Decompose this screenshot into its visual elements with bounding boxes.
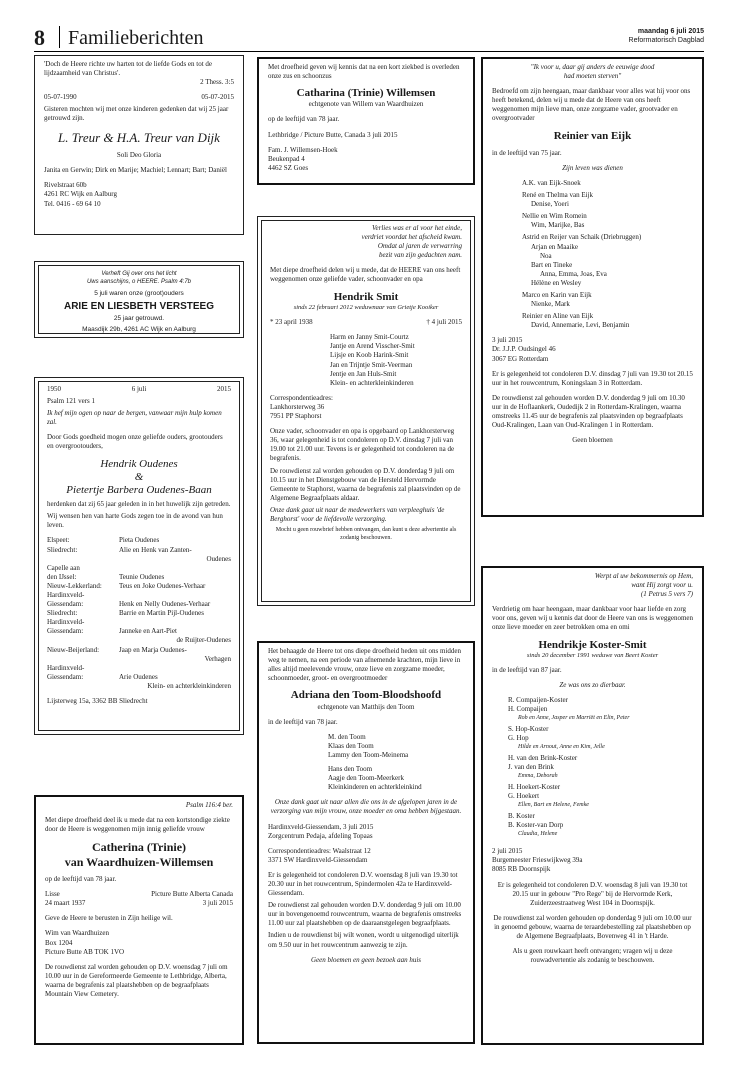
ad7-age: in de leeftijd van 78 jaar. bbox=[268, 717, 338, 726]
family-member: Bart en Tineke bbox=[531, 260, 573, 269]
ad8-addr2: 3067 EG Rotterdam bbox=[492, 354, 549, 363]
family-names bbox=[119, 664, 231, 673]
family-member: Denise, Yoeri bbox=[531, 200, 569, 209]
ad-smit-obituary bbox=[257, 216, 475, 606]
family-names: Barrie en Martin Pijl-Oudenes bbox=[119, 609, 204, 618]
family-place: Hardinxveld- bbox=[47, 590, 85, 599]
family-member: Jentje en Jan Huls-Smit bbox=[330, 369, 397, 378]
ad7-name: Adriana den Toom-Bloodshoofd bbox=[290, 689, 442, 702]
ad1-date-right: 05-07-2015 bbox=[201, 93, 234, 102]
poem-line: Omdat al jaren de verwarring bbox=[377, 242, 462, 251]
ad4-ref: Psalm 116:4 ber. bbox=[185, 801, 233, 809]
family-names: Klein- en achterkleinkinderen bbox=[147, 681, 231, 690]
family-member: Lijsje en Koob Harink-Smit bbox=[330, 351, 409, 360]
family-place bbox=[47, 655, 119, 664]
family-member: Reinier en Aline van Eijk bbox=[522, 312, 594, 321]
ad4-places bbox=[45, 890, 233, 899]
ad4-date-left: 24 maart 1937 bbox=[45, 899, 86, 908]
ad7-corr2: 3371 SW Hardinxveld-Giessendam bbox=[268, 855, 368, 864]
ad6-corr1: Lankhorsterweg 36 bbox=[270, 402, 325, 411]
family-names bbox=[119, 564, 231, 573]
ad9-family bbox=[492, 696, 693, 838]
ad4-text2: Geve de Heere te berusten in Zijn heilige wil. bbox=[45, 914, 173, 923]
ad8-age: in de leeftijd van 75 jaar. bbox=[492, 148, 562, 157]
ad9-text2: Er is gelegenheid tot condoleren D.V. woensdag 8 juli van 19.30 tot 20.15 uur in gebouw "Pro Rege" bij de Hervormde Kerk, Zuiderzeestraatweg West 104 in Doornspijk. bbox=[497, 880, 688, 907]
ad8-footer: Geen bloemen bbox=[572, 436, 613, 445]
issue-date: maandag 6 juli 2015 bbox=[637, 28, 704, 35]
family-names: Teunie Oudenes bbox=[119, 572, 165, 581]
ad7-text3: De rouwdienst zal gehouden worden D.V. donderdag 9 juli om 10.00 uur in bovengenoemd rouwcentrum, waarna de begrafenis omstreeks 11.00 uur zal plaatshebben op de daaraanstgelegen begraafplaats. bbox=[268, 901, 462, 928]
family-place: Sliedrecht: bbox=[47, 609, 78, 618]
ad2-line1: 5 juli waren onze (groot)ouders bbox=[94, 289, 184, 297]
family-member: Marco en Karin van Eijk bbox=[522, 290, 592, 299]
ad3-text3: Wij wensen hen van harte Gods zegen toe in de avond van hun leven. bbox=[47, 512, 223, 530]
ad3-year-left: 1950 bbox=[47, 385, 61, 393]
ad3-text1: Door Gods goedheid mogen onze geliefde ouders, grootouders en overgrootouders, bbox=[47, 433, 223, 451]
family-member: Ellen, Bart en Helene, Femke bbox=[518, 801, 589, 808]
ad2-names: ARIE EN LIESBETH VERSTEEG bbox=[63, 301, 215, 313]
family-names bbox=[119, 618, 231, 627]
ad8-name: Reinier van Eijk bbox=[553, 129, 632, 142]
ad3-amp: & bbox=[134, 470, 144, 483]
family-place: Giessendam: bbox=[47, 627, 84, 636]
poem-line: Verlies was er al voor het einde, bbox=[371, 224, 462, 232]
ad7-spouse: echtgenote van Matthijs den Toom bbox=[317, 702, 415, 711]
ad-waardhuizen-obituary bbox=[34, 795, 244, 1045]
ad6-born: * 23 april 1938 bbox=[270, 318, 313, 327]
ad5-name: Catharina (Trinie) Willemsen bbox=[296, 87, 436, 100]
ad6-text1: Met diepe droefheid delen wij u mede, dat de HEERE van ons heeft weggenomen onze geliefde vader, schoonvader en opa bbox=[270, 266, 461, 284]
ad4-text1: Met diepe droefheid deel ik u mede dat na een kortstondige ziekte door de Heere is weggenomen mijn innig geliefde vrouw bbox=[45, 816, 230, 834]
family-place: Giessendam: bbox=[47, 600, 84, 609]
ad9-text3: De rouwdienst zal worden gehouden op donderdag 9 juli om 10.00 uur in genoemd gebouw, waarna de teraardebestelling zal plaatshebben op de Algemene Begraafplaats, Bovenweg 41 in 't Harde. bbox=[493, 913, 692, 941]
family-names: Oudenes bbox=[206, 554, 231, 563]
family-member: Rob en Anne, Jasper en Marriët en Elin, Peter bbox=[518, 714, 630, 721]
family-member: René en Thelma van Eijk bbox=[522, 191, 594, 200]
family-member: David, Annemarie, Levi, Benjamin bbox=[531, 321, 630, 330]
family-member: M. den Toom bbox=[328, 732, 366, 741]
page-number: 8 bbox=[34, 25, 45, 50]
family-member: Lammy den Toom-Meinema bbox=[328, 750, 409, 759]
family-member: H. Compaijen bbox=[508, 705, 548, 714]
ad6-poem bbox=[270, 224, 462, 260]
family-member: H. van den Brink-Koster bbox=[508, 754, 578, 763]
ad-willemsen-obituary bbox=[257, 57, 475, 185]
ad7-footer: Geen bloemen en geen bezoek aan huis bbox=[310, 955, 422, 964]
ad6-thanks: Onze dank gaat uit naar de medewerkers van verpleeghuis 'de Berghorst' voor de liefdevolle verzorging. bbox=[270, 505, 445, 523]
ad3-name2: Pietertje Barbera Oudenes-Baan bbox=[66, 483, 212, 496]
family-member: G. Hop bbox=[508, 734, 529, 743]
ad3-name1: Hendrik Oudenes bbox=[100, 457, 178, 470]
family-names: Verhagen bbox=[204, 654, 231, 663]
family-member: Nienke, Mark bbox=[531, 300, 570, 309]
family-place: Nieuw-Lekkerland: bbox=[47, 581, 102, 590]
family-member: Emma, Deborah bbox=[518, 772, 558, 779]
ad3-date-mid: 6 juli bbox=[131, 385, 147, 393]
ad8-family bbox=[492, 179, 693, 330]
ad-versteeg-anniversary bbox=[34, 261, 244, 338]
ad7-text1: Het behaagde de Heere tot ons diepe droefheid heden uit ons midden weg te nemen, na een periode van afnemende krachten, mijn lieve in alles altijd meelevende vrouw, onze lieve en zorgzame moeder, schoonmoeder, groot- en overgrootmoeder bbox=[268, 647, 462, 683]
ad4-name2: van Waardhuizen-Willemsen bbox=[64, 854, 214, 869]
family-place: Hardinxveld- bbox=[47, 618, 85, 627]
family-member: Hans den Toom bbox=[328, 765, 373, 774]
family-member: Harm en Janny Smit-Courtz bbox=[330, 333, 409, 342]
family-names: Henk en Nelly Oudenes-Verhaar bbox=[119, 600, 211, 609]
family-member: Klein- en achterkleinkinderen bbox=[330, 378, 414, 387]
ad3-psalm: Psalm 121 vers 1 bbox=[47, 397, 96, 406]
ad5-age: op de leeftijd van 78 jaar. bbox=[268, 115, 340, 124]
family-place: Sliedrecht: bbox=[47, 545, 78, 554]
ad4-date-right: 3 juli 2015 bbox=[202, 899, 233, 908]
family-member: R. Compaijen-Koster bbox=[508, 696, 568, 705]
ad3-family bbox=[47, 536, 231, 691]
ad7-family bbox=[268, 733, 464, 793]
ad4-age: op de leeftijd van 78 jaar. bbox=[45, 875, 117, 884]
family-place: Nieuw-Beijerland: bbox=[47, 645, 100, 654]
ad3-dates bbox=[47, 385, 231, 394]
ad1-address1: Rivelstraat 60b bbox=[44, 181, 87, 190]
ad4-dates bbox=[45, 899, 233, 908]
ad9-date: 2 juli 2015 bbox=[492, 847, 523, 856]
ad9-text4: Als u geen rouwkaart heeft ontvangen; vragen wij u deze rouwadvertentie als zodanig te beschouwen. bbox=[512, 947, 673, 965]
family-member: Nellie en Wim Romein bbox=[522, 212, 587, 221]
ad6-corr-label: Correspondentieadres: bbox=[270, 393, 333, 402]
family-place: Capelle aan bbox=[47, 563, 80, 572]
ad9-text1: Verdrietig om haar heengaan, maar dankbaar voor haar liefde en zorg voor ons, geven wij u kennis dat door de Heere van ons is weggenomen onze lieve moeder en zeer betrokken oma en omi bbox=[492, 605, 694, 632]
ad9-since: sinds 20 december 1991 weduwe van Beert Koster bbox=[526, 651, 659, 659]
ad1-ref: 2 Thess. 3:5 bbox=[200, 78, 234, 87]
ad8-text1: Bedroefd om zijn heengaan, maar dankbaar voor alles wat hij voor ons heeft betekend, delen wij u mede dat de Heere van ons heeft weggenomen mijn lieve man, onze zorgzame vader, grootvader en overgrootvader bbox=[492, 87, 691, 123]
ad1-text: Gisteren mochten wij met onze kinderen gedenken dat wij 25 jaar getrouwd zijn. bbox=[44, 105, 229, 123]
family-member: B. Koster-van Dorp bbox=[508, 821, 564, 830]
ad6-dates bbox=[270, 318, 462, 327]
ad6-family bbox=[270, 333, 462, 388]
family-member: B. Koster bbox=[508, 812, 535, 821]
ad8-addr1: Dr. J.J.P. Oudsingel 46 bbox=[492, 345, 556, 354]
ad6-corr2: 7951 PP Staphorst bbox=[270, 412, 322, 421]
ad7-center: Zorgcentrum Pedaja, afdeling Topaas bbox=[268, 831, 373, 840]
ad8-text2: Er is gelegenheid tot condoleren D.V. dinsdag 7 juli van 19.30 tot 20.15 uur in het rouwcentrum, Koningslaan 3 in Rotterdam. bbox=[492, 369, 693, 387]
ad2-line2: 25 jaar getrouwd. bbox=[113, 315, 165, 323]
newspaper-name: Reformatorisch Dagblad bbox=[628, 36, 704, 44]
ad9-addr1: Burgemeester Frieswijkweg 39a bbox=[492, 856, 583, 865]
ad6-name: Hendrik Smit bbox=[333, 290, 399, 303]
ad8-quote1: "Ik voor u, daar gij anders de eeuwige dood bbox=[530, 63, 655, 71]
ad8-text3: De rouwdienst zal gehouden worden D.V. donderdag 9 juli om 10.30 uur in de Hoflaankerk, Oudedijk 2 in Rotterdam-Kralingen, waarna omstreeks 11.45 uur de begrafenis zal plaatsvinden op begraafplaats Oud-Kralingen, Laan van Oud-Kralingen 1 in Rotterdam. bbox=[492, 393, 685, 430]
ad4-text3: De rouwdienst zal worden gehouden op D.V. woensdag 7 juli om 10.00 uur in de Gereformeerde Gemeente te Lethbridge, Alberta, waarna de begrafenis zal plaatshebben op de begraafplaats Mountain View Cemetery. bbox=[45, 962, 228, 998]
ad4-addr3: Picture Butte AB TOK 1VO bbox=[45, 947, 125, 956]
family-member: J. van den Brink bbox=[508, 763, 554, 772]
ad5-addr3: 4462 SZ Goes bbox=[268, 163, 309, 172]
family-member: Noa bbox=[540, 251, 552, 260]
ad-oudenes-anniversary bbox=[34, 377, 244, 735]
ad-vaneijk-obituary bbox=[481, 57, 704, 517]
ad1-phone: Tel. 0416 - 69 64 10 bbox=[44, 199, 101, 208]
ad4-addr2: Box 1204 bbox=[45, 938, 73, 947]
ad5-addr2: Beukenpad 4 bbox=[268, 154, 305, 163]
ad9-addr2: 8085 RB Doornspijk bbox=[492, 865, 551, 874]
ad9-quote2: want Hij zorgt voor u. bbox=[631, 581, 693, 590]
ad9-age: in de leeftijd van 87 jaar. bbox=[492, 666, 562, 675]
ad4-addr1: Wim van Waardhuizen bbox=[45, 929, 109, 938]
family-member: Kleinkinderen en achterkleinkind bbox=[328, 783, 422, 792]
ad1-quote: 'Doch de Heere richte uw harten tot de liefde Gods en tot de lijdzaamheid van Christus'. bbox=[44, 60, 213, 78]
ad1-address2: 4261 RC Wijk en Aalburg bbox=[44, 190, 117, 199]
ad3-address: Lijsterweg 15a, 3362 BB Sliedrecht bbox=[47, 697, 148, 705]
ad9-motto: Ze was ons zo dierbaar. bbox=[559, 681, 626, 690]
ad3-text2: herdenken dat zij 65 jaar geleden in in het huwelijk zijn getreden. bbox=[47, 500, 231, 509]
family-member: Astrid en Reijer van Schaik (Driebruggen) bbox=[522, 233, 642, 242]
ad1-date-left: 05-07-1990 bbox=[44, 93, 77, 102]
ad8-quote2: had moeten sterven" bbox=[563, 72, 622, 81]
ad4-place-left: Lisse bbox=[45, 890, 60, 899]
ad7-thanks: Onze dank gaat uit naar allen die ons in de afgelopen jaren in de verzorging van mijn vrouw, onze moeder en oma hebben bijgestaan. bbox=[270, 798, 462, 816]
ad3-quote: Ik hef mijn ogen op naar de bergen, vanwaar mijn hulp komen zal. bbox=[47, 409, 222, 427]
family-member: Arjan en Maaike bbox=[531, 242, 579, 251]
header-meta bbox=[629, 28, 704, 46]
ad1-motto: Soli Deo Gloria bbox=[116, 151, 162, 160]
ad6-note: Mocht u geen rouwbrief hebben ontvangen, dan kunt u deze advertentie als zodanig beschouwen. bbox=[275, 527, 457, 541]
family-place bbox=[47, 555, 119, 564]
family-member: S. Hop-Koster bbox=[508, 725, 549, 734]
ad-treur-anniversary bbox=[34, 55, 244, 235]
ad5-place: Lethbridge / Picture Butte, Canada 3 juli 2015 bbox=[268, 130, 398, 139]
family-member: Klaas den Toom bbox=[328, 741, 374, 750]
ad4-place-right: Picture Butte Alberta Canada bbox=[151, 890, 233, 899]
ad6-text3: De rouwdienst zal worden gehouden op D.V. donderdag 9 juli om 10.15 uur in het Dienstgebouw van de Hersteld Hervormde Gemeente te Staphorst, waarna de begrafenis zal plaatsvinden op de Algemene Begraafplaats aldaar. bbox=[270, 466, 461, 502]
ad1-dates bbox=[44, 93, 234, 102]
poem-line: bezit van zijn gedachten nam. bbox=[378, 251, 462, 260]
ad6-died: † 4 juli 2015 bbox=[426, 318, 462, 327]
ad4-name1: Catherina (Trinie) bbox=[91, 840, 187, 855]
section-title: Familieberichten bbox=[68, 27, 204, 49]
family-place: Elspeet: bbox=[47, 536, 70, 545]
ad8-motto: Zijn leven was dienen bbox=[562, 163, 623, 172]
family-names: de Ruijter-Oudenes bbox=[176, 636, 231, 645]
family-member: G. Hoekert bbox=[508, 792, 540, 801]
ad2-quote1: Verheft Gij over ons het licht bbox=[101, 271, 177, 277]
family-member: Anna, Emma, Joas, Eva bbox=[540, 269, 607, 278]
header-divider bbox=[59, 26, 60, 48]
ad1-children: Janita en Gerwin; Dirk en Marije; Machiel; Lennart; Bart; Daniël bbox=[44, 166, 227, 175]
ad9-name: Hendrikje Koster-Smit bbox=[538, 638, 647, 651]
ad3-year-right: 2015 bbox=[217, 385, 231, 393]
ad6-text2: Onze vader, schoonvader en opa is opgebaard op Lankhorsterweg 36, waar gelegenheid is tot condoleren op D.V. dinsdag 7 juli van 19.00 tot 21.00 uur. Tevens is er gelegenheid tot condoleren na de begrafenis. bbox=[270, 427, 455, 463]
ad5-text1: Met droefheid geven wij kennis dat na een kort ziekbed is overleden onze zus en schoonzus bbox=[268, 63, 460, 81]
poem-line: verdriet voordat het afscheid kwam. bbox=[361, 233, 462, 242]
family-names bbox=[119, 591, 231, 600]
family-place: Giessendam: bbox=[47, 672, 84, 681]
ad1-names: L. Treur & H.A. Treur van Dijk bbox=[58, 129, 220, 145]
ad7-place: Hardinxveld-Giessendam, 3 juli 2015 bbox=[268, 822, 374, 831]
family-place: den IJssel: bbox=[47, 572, 77, 581]
ad7-text2: Er is gelegenheid tot condoleren D.V. woensdag 8 juli van 19.30 tot 20.30 uur in het rouwcentrum, Spindermolen 42a te Hardinxveld-Giessendam. bbox=[268, 870, 458, 898]
ad2-address: Maasdijk 29b, 4261 AC Wijk en Aalburg bbox=[82, 326, 196, 334]
page-header bbox=[34, 22, 704, 52]
ad5-spouse: echtgenote van Willem van Waardhuizen bbox=[308, 100, 424, 109]
family-member: A.K. van Eijk-Snoek bbox=[522, 178, 581, 187]
ad9-ref: (1 Petrus 5 vers 7) bbox=[640, 590, 693, 599]
family-member: Hilde en Arnout, Anne en Kim, Jelle bbox=[518, 743, 605, 750]
family-names: Teus en Joke Oudenes-Verhaar bbox=[119, 581, 206, 590]
family-names: Janneke en Aart-Piet bbox=[119, 627, 177, 636]
ad9-quote1: Werpt al uw bekommernis op Hem, bbox=[594, 572, 693, 580]
family-names: Jaap en Marja Oudenes- bbox=[119, 645, 187, 654]
family-place bbox=[47, 636, 119, 645]
ad5-addr1: Fam. J. Willemsen-Hoek bbox=[268, 145, 338, 154]
family-place bbox=[47, 682, 119, 691]
ad8-date: 3 juli 2015 bbox=[492, 336, 523, 345]
family-member: Wim, Marijke, Bas bbox=[531, 221, 585, 230]
family-member: Jan en Trijntje Smit-Veerman bbox=[330, 360, 413, 369]
ad-dentoom-obituary bbox=[257, 641, 475, 1044]
family-names: Arie Oudenes bbox=[119, 672, 158, 681]
family-member: Jantje en Arend Visscher-Smit bbox=[330, 342, 415, 351]
family-names: Pieta Oudenes bbox=[119, 536, 160, 545]
family-member: H. Hoekert-Koster bbox=[508, 783, 561, 792]
family-place: Hardinxveld- bbox=[47, 663, 85, 672]
family-names: Alie en Henk van Zanten- bbox=[119, 545, 192, 554]
ad7-corr: Correspondentieadres: Waalstraat 12 bbox=[268, 846, 371, 855]
ad-koster-obituary bbox=[481, 566, 704, 1045]
ad2-quote2: Uws aanschijns, o HEERE. Psalm 4:7b bbox=[86, 278, 192, 285]
family-member: Claudia, Helene bbox=[518, 830, 558, 837]
ad6-since: sinds 22 februari 2012 weduwnaar van Grietje Kooiker bbox=[293, 303, 439, 311]
family-member: Hélène en Wesley bbox=[531, 278, 582, 287]
ad7-text4: Indien u de rouwdienst bij wilt wonen, wordt u uitgenodigd uiterlijk om 9.50 uur in het rouwcentrum aanwezig te zijn. bbox=[268, 931, 459, 949]
family-member: Aagje den Toom-Meerkerk bbox=[328, 774, 404, 783]
